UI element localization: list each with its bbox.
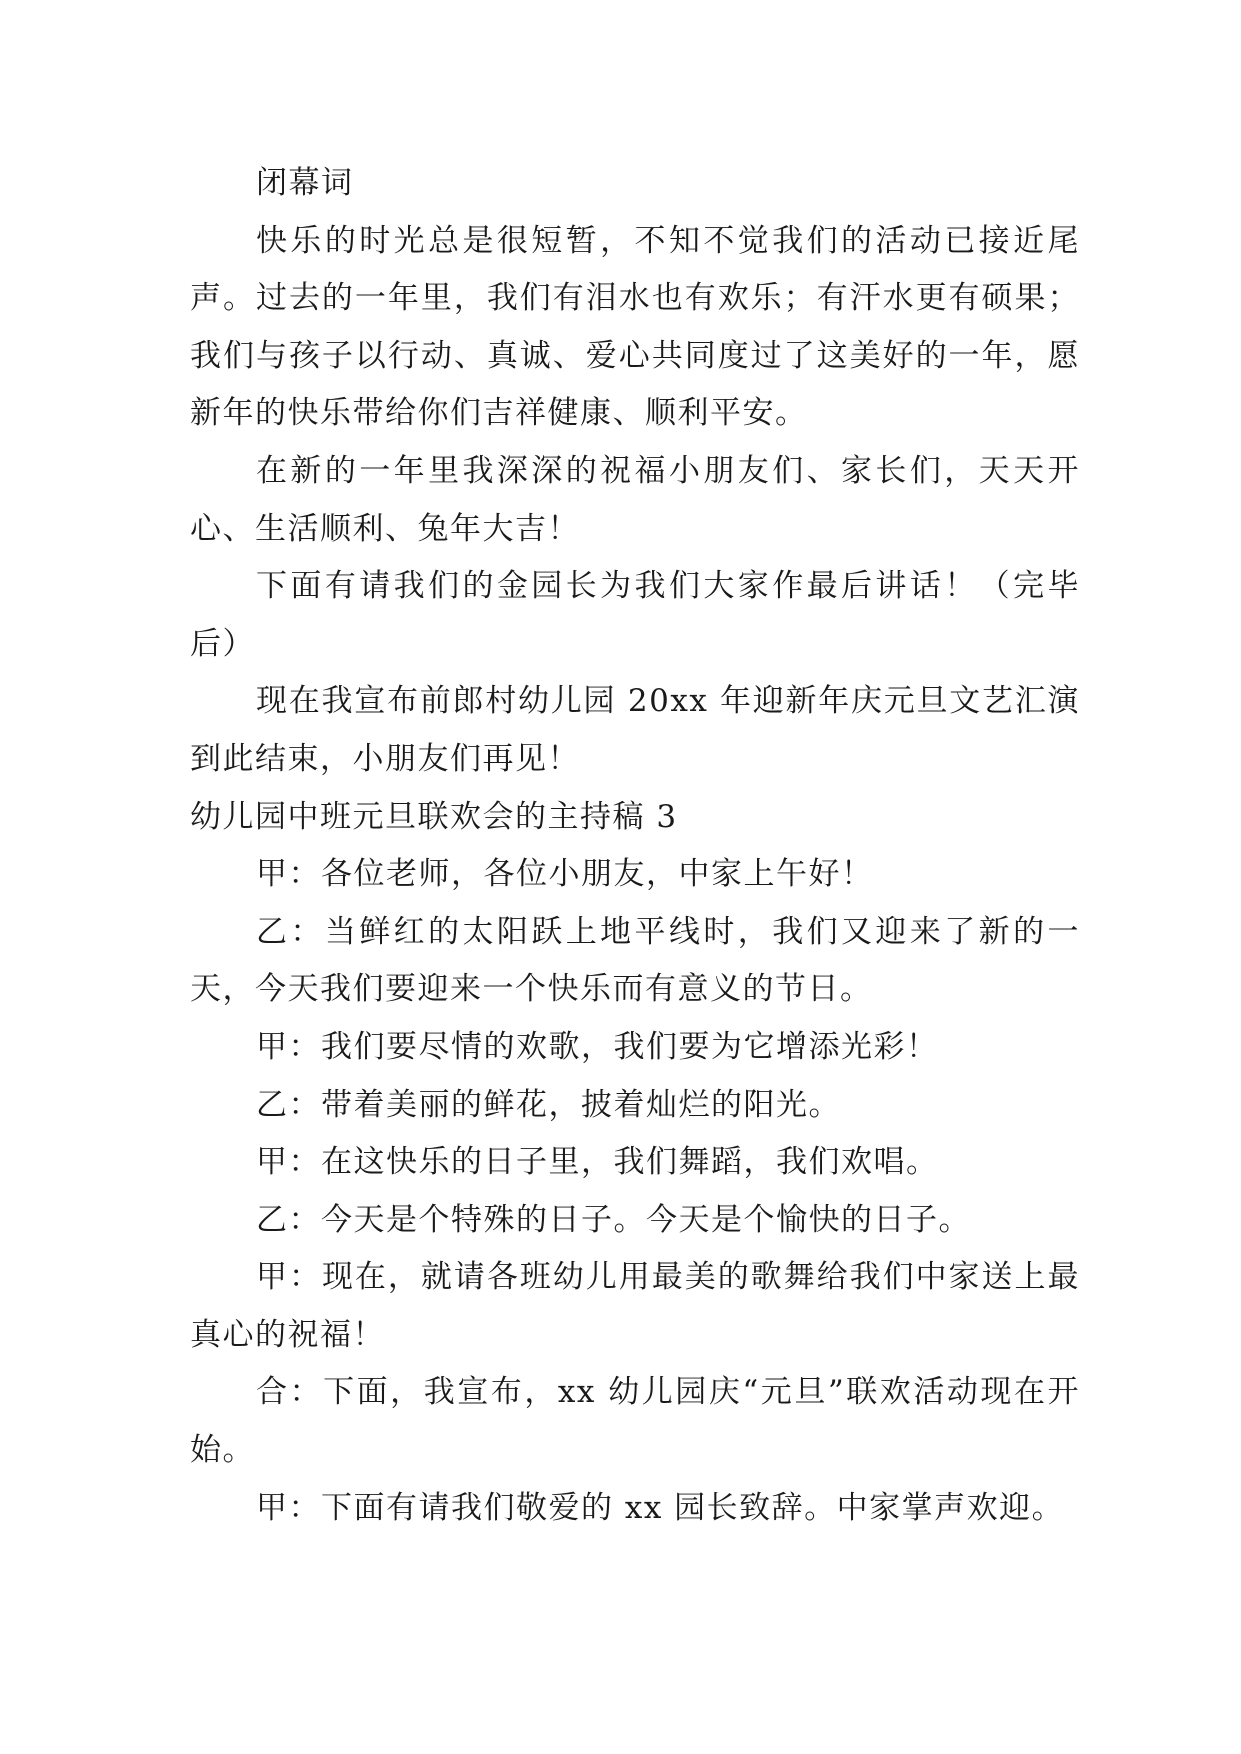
dialogue-line: 甲：各位老师，各位小朋友，中家上午好！: [256, 856, 874, 893]
dialogue-line: 甲：下面有请我们敬爱的 xx 园长致辞。中家掌声欢迎。: [256, 1489, 1065, 1526]
closing-speech-title: 闭幕词: [256, 165, 354, 201]
dialogue-line: 乙：带着美丽的鲜花，披着灿烂的阳光。: [256, 1086, 841, 1123]
document-body: [190, 155, 1080, 1537]
dialogue-line: 合：下面，我宣布，xx 幼儿园庆“元旦”联欢活动现在开始。: [190, 1374, 1080, 1469]
section-heading: 幼儿园中班元旦联欢会的主持稿 3: [190, 798, 678, 835]
dialogue-line: 甲：我们要尽情的欢歌，我们要为它增添光彩！: [256, 1028, 939, 1065]
dialogue-line: 乙：今天是个特殊的日子。今天是个愉快的日子。: [256, 1201, 971, 1238]
dialogue-line: 乙：当鲜红的太阳跃上地平线时，我们又迎来了新的一天，今天我们要迎来一个快乐而有意义的节日。: [190, 913, 1080, 1008]
paragraph: 快乐的时光总是很短暂，不知不觉我们的活动已接近尾声。过去的一年里，我们有泪水也有欢乐；有汗水更有硕果；我们与孩子以行动、真诚、爱心共同度过了这美好的一年，愿新年的快乐带给你们吉祥健康、顺利平安。: [190, 222, 1080, 432]
dialogue-line: 甲：在这快乐的日子里，我们舞蹈，我们欢唱。: [256, 1144, 939, 1181]
paragraph: 在新的一年里我深深的祝福小朋友们、家长们，天天开心、生活顺利、兔年大吉！: [190, 452, 1080, 547]
dialogue-line: 甲：现在，就请各班幼儿用最美的歌舞给我们中家送上最真心的祝福！: [190, 1259, 1080, 1353]
paragraph: 下面有请我们的金园长为我们大家作最后讲话！（完毕后）: [190, 568, 1080, 662]
paragraph: 现在我宣布前郎村幼儿园 20xx 年迎新年庆元旦文艺汇演到此结束，小朋友们再见！: [190, 683, 1080, 777]
